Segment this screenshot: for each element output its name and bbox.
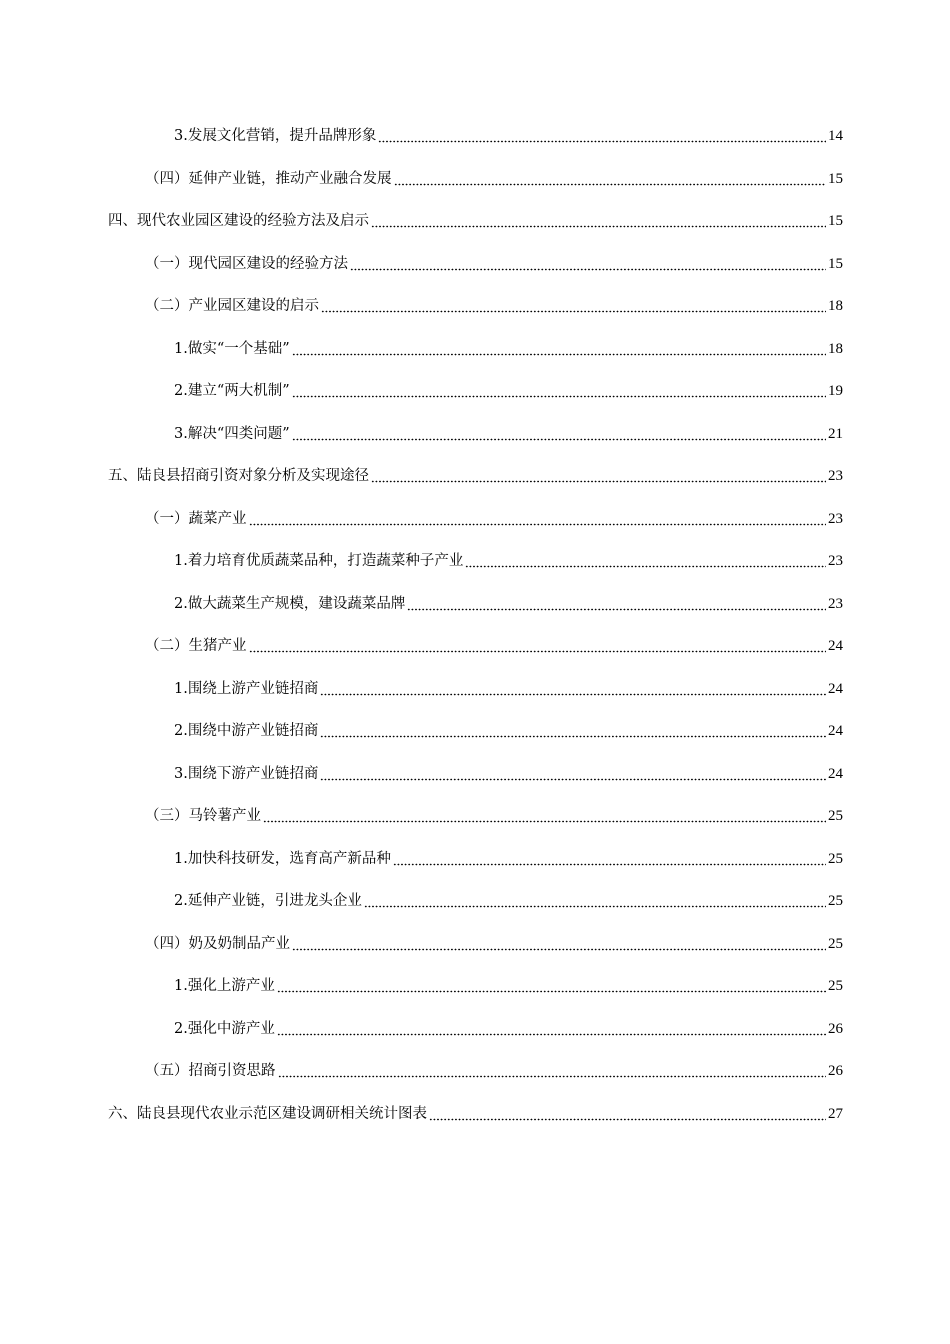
toc-dot-leader — [393, 850, 826, 868]
toc-entry[interactable] — [0, 243, 950, 286]
toc-entry-page: 27 — [828, 1105, 843, 1122]
toc-dot-leader — [465, 552, 826, 570]
toc-dot-leader — [378, 127, 826, 145]
toc-entry-title: 2.做大蔬菜生产规模，建设蔬菜品牌 — [174, 595, 406, 612]
toc-entry-page: 23 — [828, 510, 843, 527]
toc-entry[interactable] — [0, 668, 950, 711]
toc-entry-page: 14 — [828, 128, 843, 145]
toc-entry-title: 3.解决“四类问题” — [174, 425, 290, 442]
toc-dot-leader — [320, 765, 826, 783]
toc-dot-leader — [249, 510, 827, 528]
toc-entry-page: 15 — [828, 213, 843, 230]
toc-entry-page: 24 — [828, 765, 843, 782]
toc-dot-leader — [394, 170, 827, 188]
toc-entry-page: 19 — [828, 383, 843, 400]
toc-dot-leader — [320, 722, 826, 740]
toc-entry[interactable] — [0, 540, 950, 583]
toc-entry[interactable] — [0, 498, 950, 541]
table-of-contents — [0, 115, 950, 1135]
toc-entry-page: 23 — [828, 595, 843, 612]
toc-entry-title: 四、现代农业园区建设的经验方法及启示 — [108, 213, 369, 230]
toc-entry-title: 2.强化中游产业 — [174, 1020, 275, 1037]
toc-dot-leader — [364, 892, 826, 910]
toc-entry-title: 1.做实“一个基础” — [174, 340, 290, 357]
toc-entry-page: 25 — [828, 850, 843, 867]
toc-entry-page: 24 — [828, 723, 843, 740]
toc-entry-title: （一）现代园区建设的经验方法 — [145, 255, 348, 272]
toc-entry-title: （二）生猪产业 — [145, 638, 247, 655]
toc-entry-page: 26 — [828, 1020, 843, 1037]
toc-dot-leader — [321, 297, 826, 315]
toc-entry-page: 24 — [828, 680, 843, 697]
toc-entry[interactable] — [0, 583, 950, 626]
toc-entry-page: 25 — [828, 935, 843, 952]
toc-entry[interactable] — [0, 795, 950, 838]
toc-entry-title: 五、陆良县招商引资对象分析及实现途径 — [108, 468, 369, 485]
toc-entry-title: 2.延伸产业链，引进龙头企业 — [174, 893, 362, 910]
toc-entry[interactable] — [0, 1093, 950, 1136]
toc-entry[interactable] — [0, 328, 950, 371]
toc-dot-leader — [263, 807, 826, 825]
toc-entry-page: 21 — [828, 425, 843, 442]
toc-entry-title: （二）产业园区建设的启示 — [145, 298, 319, 315]
toc-entry-title: 3.发展文化营销，提升品牌形象 — [174, 128, 377, 145]
toc-entry[interactable] — [0, 1008, 950, 1051]
toc-dot-leader — [371, 212, 826, 230]
toc-dot-leader — [407, 595, 826, 613]
toc-entry-page: 23 — [828, 468, 843, 485]
toc-dot-leader — [350, 255, 826, 273]
toc-entry[interactable] — [0, 965, 950, 1008]
toc-entry-page: 25 — [828, 808, 843, 825]
toc-entry-page: 24 — [828, 638, 843, 655]
toc-entry[interactable] — [0, 158, 950, 201]
toc-dot-leader — [292, 382, 826, 400]
toc-entry-title: （四）奶及奶制品产业 — [145, 935, 290, 952]
toc-dot-leader — [292, 425, 826, 443]
toc-entry[interactable] — [0, 880, 950, 923]
toc-dot-leader — [320, 680, 826, 698]
toc-entry[interactable] — [0, 200, 950, 243]
toc-entry[interactable] — [0, 923, 950, 966]
toc-entry-title: 2.建立“两大机制” — [174, 383, 290, 400]
toc-dot-leader — [292, 340, 826, 358]
toc-entry-page: 26 — [828, 1063, 843, 1080]
toc-entry[interactable] — [0, 370, 950, 413]
toc-entry-title: 1.着力培育优质蔬菜品种，打造蔬菜种子产业 — [174, 553, 464, 570]
toc-entry[interactable] — [0, 455, 950, 498]
toc-dot-leader — [429, 1105, 826, 1123]
toc-dot-leader — [371, 467, 826, 485]
toc-entry-title: （五）招商引资思路 — [145, 1063, 276, 1080]
toc-entry-page: 18 — [828, 298, 843, 315]
toc-entry-title: 六、陆良县现代农业示范区建设调研相关统计图表 — [108, 1105, 427, 1122]
toc-entry[interactable] — [0, 413, 950, 456]
toc-entry-page: 15 — [828, 255, 843, 272]
toc-entry-title: 2.围绕中游产业链招商 — [174, 723, 319, 740]
toc-entry-title: 1.强化上游产业 — [174, 978, 275, 995]
toc-entry[interactable] — [0, 710, 950, 753]
toc-entry-page: 18 — [828, 340, 843, 357]
toc-entry[interactable] — [0, 753, 950, 796]
toc-entry-title: （四）延伸产业链，推动产业融合发展 — [145, 170, 392, 187]
toc-dot-leader — [292, 935, 826, 953]
toc-entry[interactable] — [0, 838, 950, 881]
toc-entry[interactable] — [0, 285, 950, 328]
toc-entry-title: （一）蔬菜产业 — [145, 510, 247, 527]
toc-entry[interactable] — [0, 1050, 950, 1093]
toc-entry[interactable] — [0, 625, 950, 668]
toc-entry-page: 25 — [828, 893, 843, 910]
toc-entry-title: 3.围绕下游产业链招商 — [174, 765, 319, 782]
toc-dot-leader — [249, 637, 827, 655]
toc-entry[interactable] — [0, 115, 950, 158]
toc-entry-title: （三）马铃薯产业 — [145, 808, 261, 825]
toc-dot-leader — [278, 1062, 827, 1080]
toc-dot-leader — [277, 977, 826, 995]
toc-entry-title: 1.加快科技研发，选育高产新品种 — [174, 850, 391, 867]
toc-entry-page: 23 — [828, 553, 843, 570]
toc-entry-page: 25 — [828, 978, 843, 995]
toc-dot-leader — [277, 1020, 826, 1038]
toc-entry-title: 1.围绕上游产业链招商 — [174, 680, 319, 697]
toc-entry-page: 15 — [828, 170, 843, 187]
